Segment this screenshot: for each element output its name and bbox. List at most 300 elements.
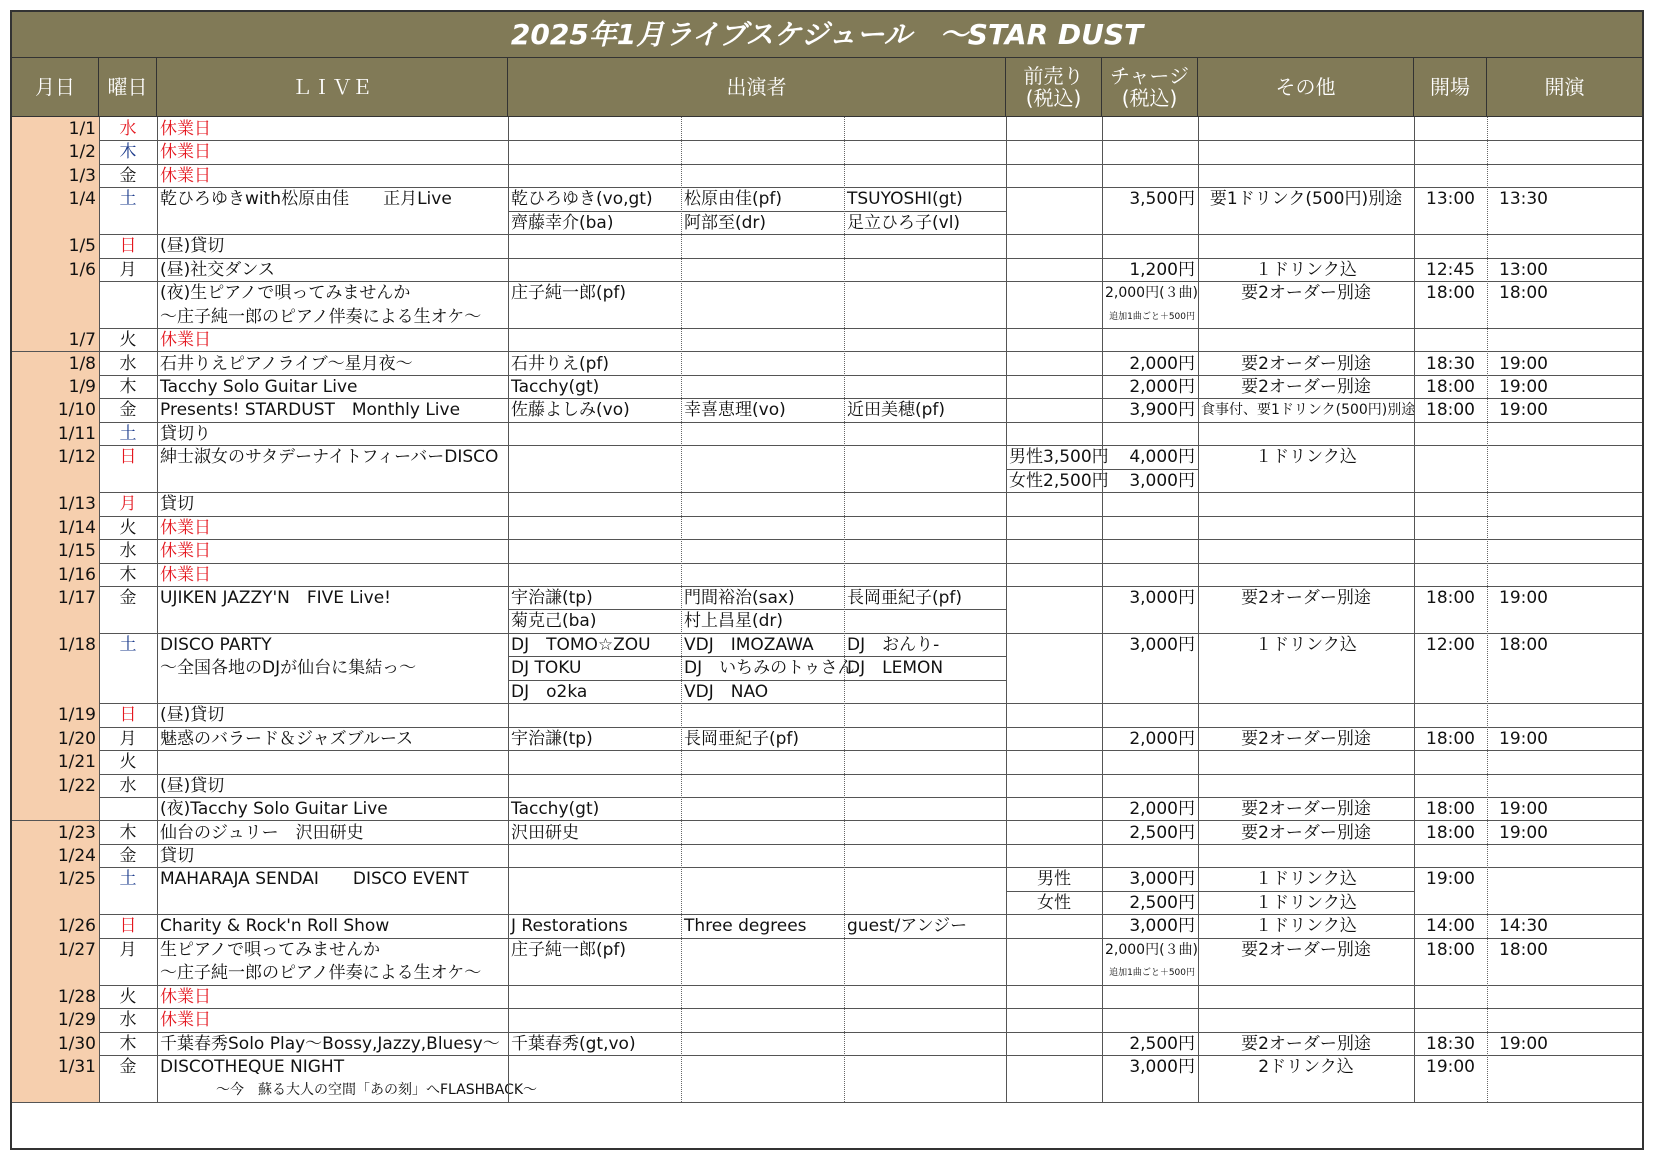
advance-price: 男性 (1037, 869, 1071, 890)
performer: Tacchy(gt) (511, 376, 600, 397)
live-title: Tacchy Solo Guitar Live (160, 376, 358, 397)
table-row (12, 844, 1642, 867)
open-time (1414, 328, 1487, 353)
live-title: 魅惑のバラード＆ジャズブルース (160, 728, 414, 749)
performer: VDJ IMOZAWA (684, 634, 814, 655)
date-cell: 1/14 (57, 517, 96, 538)
date-cell: 1/24 (57, 845, 96, 866)
live-title: 乾ひろゆきwith松原由佳 正月Live (160, 189, 452, 210)
charge-price: 2,000円 (1129, 728, 1195, 749)
date-cell: 1/18 (57, 634, 96, 655)
start-time (1487, 164, 1560, 189)
weekday-cell: 火 (119, 752, 137, 773)
other-note: １ドリンク込 (1255, 634, 1357, 655)
header-charge (1102, 58, 1198, 117)
performer: 近田美穂(pf) (847, 400, 946, 421)
header-weekday: 曜日 (99, 58, 157, 117)
advance-price: 女性 (1037, 892, 1071, 913)
start-time (1487, 703, 1560, 728)
start-time (1487, 539, 1560, 564)
open-time (1414, 164, 1487, 189)
date-cell: 1/12 (57, 447, 96, 468)
open-time (1414, 234, 1487, 259)
performer: 門間裕治(sax) (684, 588, 795, 608)
header-open: 開場 (1414, 58, 1487, 117)
table-row (12, 539, 1642, 562)
table-row (12, 398, 1642, 421)
charge-price: 2,000円 (1129, 376, 1195, 397)
table-row (12, 117, 1642, 140)
live-title: 千葉春秀Solo Play～Bossy,Jazzy,Bluesy～ (160, 1033, 500, 1054)
live-title: ～全国各地のDJが仙台に集結っ～ (160, 658, 417, 679)
live-title: (昼)貸切 (160, 775, 225, 796)
weekday-cell: 金 (119, 165, 137, 186)
charge-price: 3,000円 (1129, 588, 1195, 608)
weekday-cell: 木 (119, 376, 137, 397)
header-advance (1006, 58, 1102, 117)
weekday-cell: 水 (119, 119, 137, 139)
date-cell: 1/17 (57, 588, 96, 608)
other-note: 要2オーダー別途 (1241, 353, 1371, 374)
date-cell: 1/30 (57, 1033, 96, 1054)
table-row (12, 938, 1642, 985)
open-time: 14:00 (1426, 916, 1475, 937)
charge-price: 2,000円(３曲) (1105, 285, 1199, 302)
table-row (12, 727, 1642, 750)
other-note: 2ドリンク込 (1258, 1057, 1354, 1077)
header-other: その他 (1198, 58, 1414, 117)
date-cell: 1/20 (57, 728, 96, 749)
start-time (1487, 422, 1560, 447)
performer: 千葉春秀(gt,vo) (511, 1033, 636, 1054)
grid-line (844, 117, 845, 1102)
live-title: 休業日 (160, 986, 211, 1007)
weekday-cell: 日 (119, 916, 137, 937)
live-title: 貸切 (160, 845, 194, 866)
start-time (1487, 774, 1560, 799)
charge-price: 3,000円 (1129, 869, 1195, 890)
charge-price: 2,000円 (1129, 353, 1195, 374)
performer: 齊藤幸介(ba) (511, 212, 614, 233)
weekday-cell: 土 (119, 423, 137, 444)
start-time: 19:00 (1499, 822, 1548, 843)
open-time: 18:00 (1426, 939, 1475, 960)
header-performers: 出演者 (508, 58, 1006, 117)
table-row (12, 187, 1642, 234)
grid-line (1006, 117, 1007, 1102)
live-title: 休業日 (160, 1010, 211, 1031)
live-title: ～庄子純一郎のピアノ伴奏による生オケ～ (160, 306, 482, 327)
live-title: 仙台のジュリー 沢田研史 (160, 822, 364, 843)
live-title: (昼)貸切 (160, 705, 225, 726)
live-title: 休業日 (160, 517, 211, 538)
performer: 村上昌星(dr) (684, 611, 784, 632)
row-divider (12, 1102, 1642, 1103)
date-cell: 1/2 (68, 142, 96, 163)
date-cell: 1/5 (68, 236, 96, 257)
performer: 長岡亜紀子(pf) (684, 728, 800, 749)
performer (844, 609, 1006, 634)
charge-price: 3,000円 (1129, 1057, 1195, 1077)
start-time: 18:00 (1499, 939, 1548, 960)
charge-price: 3,000円 (1129, 470, 1195, 491)
start-time: 19:00 (1499, 400, 1548, 421)
performer: Three degrees (684, 916, 807, 937)
open-time (1414, 445, 1487, 470)
date-cell (12, 797, 99, 822)
schedule-sheet (10, 10, 1644, 1150)
header-charge-line2: (税込) (1121, 86, 1178, 110)
charge-price: 2,500円 (1129, 822, 1195, 843)
live-title: UJIKEN JAZZY'N FIVE Live! (160, 588, 391, 608)
date-cell: 1/19 (57, 705, 96, 726)
date-cell: 1/6 (68, 259, 96, 280)
performer (844, 680, 1006, 705)
date-cell: 1/11 (57, 423, 96, 444)
start-time: 14:30 (1499, 916, 1548, 937)
performer: DJ LEMON (847, 658, 944, 679)
open-time: 18:00 (1426, 283, 1475, 304)
date-cell: 1/23 (57, 822, 96, 843)
grid-line (1198, 117, 1199, 1102)
performer: 乾ひろゆき(vo,gt) (511, 189, 653, 210)
table-row (12, 164, 1642, 187)
date-cell: 1/29 (57, 1010, 96, 1031)
live-title: ～庄子純一郎のピアノ伴奏による生オケ～ (160, 963, 482, 984)
other-note: 要2オーダー別途 (1241, 799, 1371, 820)
weekday-cell: 日 (119, 447, 137, 468)
weekday-cell: 月 (119, 728, 137, 749)
header-advance-line1: 前売り (1023, 64, 1084, 88)
table-row (12, 821, 1642, 844)
weekday-cell: 日 (119, 236, 137, 257)
table-row (12, 445, 1642, 492)
grid-line (1487, 117, 1488, 1102)
other-note: 食事付、要1ドリンク(500円)別途 (1201, 402, 1416, 419)
live-title: 生ピアノで唄ってみませんか (160, 939, 381, 960)
open-time: 18:00 (1426, 400, 1475, 421)
weekday-cell: 土 (119, 869, 137, 890)
live-title: MAHARAJA SENDAI DISCO EVENT (160, 869, 469, 890)
open-time: 18:00 (1426, 799, 1475, 820)
open-time (1414, 140, 1487, 165)
date-cell: 1/25 (57, 869, 96, 890)
start-time (1487, 867, 1560, 892)
performer: DJ TOKU (511, 658, 582, 679)
table-row (12, 422, 1642, 445)
start-time: 18:00 (1499, 634, 1548, 655)
charge-price: 2,500円 (1129, 892, 1195, 913)
open-time: 18:00 (1426, 588, 1475, 608)
performer: 沢田研史 (511, 822, 579, 843)
weekday-cell (99, 797, 157, 822)
start-time: 13:00 (1499, 259, 1548, 280)
weekday-cell: 月 (119, 494, 137, 515)
date-cell: 1/27 (57, 939, 96, 960)
charge-price: 2,500円 (1129, 1033, 1195, 1054)
open-time (1414, 422, 1487, 447)
start-time (1487, 1008, 1560, 1033)
grid-line (1102, 117, 1103, 1102)
weekday-cell (99, 281, 157, 306)
other-note: 要2オーダー別途 (1241, 588, 1371, 608)
start-time (1487, 985, 1560, 1010)
date-cell: 1/8 (68, 353, 96, 374)
table-row (12, 1032, 1642, 1055)
other-note: １ドリンク込 (1255, 259, 1357, 280)
other-note: 要2オーダー別途 (1241, 822, 1371, 843)
open-time (1414, 117, 1487, 142)
performer: 石井りえ(pf) (511, 353, 610, 374)
other-note: 要2オーダー別途 (1241, 1033, 1371, 1054)
open-time (1414, 844, 1487, 869)
performer: 足立ひろ子(vl) (847, 212, 961, 233)
open-time: 12:00 (1426, 634, 1475, 655)
table-row (12, 797, 1642, 820)
grid-line (157, 117, 158, 1102)
performer: guest/アンジー (847, 916, 968, 937)
weekday-cell: 火 (119, 330, 137, 351)
charge-price: 4,000円 (1129, 447, 1195, 468)
performer: 佐藤よしみ(vo) (511, 400, 630, 421)
live-title: 休業日 (160, 330, 211, 351)
start-time: 13:30 (1499, 189, 1548, 210)
open-time: 18:30 (1426, 1033, 1475, 1054)
weekday-cell: 木 (119, 564, 137, 585)
charge-price: 2,000円 (1129, 799, 1195, 820)
start-time (1487, 328, 1560, 353)
date-cell: 1/7 (68, 330, 96, 351)
open-time: 18:00 (1426, 376, 1475, 397)
other-note: 要2オーダー別途 (1241, 728, 1371, 749)
table-row (12, 352, 1642, 375)
table-row (12, 1008, 1642, 1031)
other-note: 要2オーダー別途 (1241, 283, 1371, 304)
start-time (1487, 445, 1560, 470)
performer: 宇治謙(tp) (511, 728, 593, 749)
performer: 菊克己(ba) (511, 611, 597, 632)
start-time (1487, 492, 1560, 517)
start-time (1487, 117, 1560, 142)
charge-price: 3,900円 (1129, 400, 1195, 421)
performer: DJ TOMO☆ZOU (511, 634, 651, 655)
live-title: (昼)貸切 (160, 236, 225, 257)
weekday-cell: 火 (119, 986, 137, 1007)
date-cell: 1/15 (57, 541, 96, 562)
other-note: １ドリンク込 (1255, 869, 1357, 890)
weekday-cell: 火 (119, 517, 137, 538)
performer: DJ おんり- (847, 634, 940, 655)
weekday-cell: 土 (119, 634, 137, 655)
other-note: 要1ドリンク(500円)別途 (1209, 189, 1403, 210)
grid-line (99, 117, 100, 1102)
start-time (1487, 844, 1560, 869)
open-time (1414, 774, 1487, 799)
live-title: Charity & Rock'n Roll Show (160, 916, 390, 937)
open-time: 13:00 (1426, 189, 1475, 210)
open-time (1414, 1008, 1487, 1033)
weekday-cell: 水 (119, 775, 137, 796)
open-time (1414, 750, 1487, 775)
date-cell: 1/4 (68, 189, 96, 210)
table-row (12, 985, 1642, 1008)
grid-line (508, 117, 509, 1102)
open-time (1414, 985, 1487, 1010)
charge-price: 3,000円 (1129, 634, 1195, 655)
weekday-cell: 木 (119, 142, 137, 163)
start-time: 19:00 (1499, 799, 1548, 820)
date-cell: 1/21 (57, 752, 96, 773)
header-date: 月日 (12, 58, 99, 117)
charge-price: 1,200円 (1129, 259, 1195, 280)
start-time (1487, 140, 1560, 165)
weekday-cell: 土 (119, 189, 137, 210)
weekday-cell: 水 (119, 1010, 137, 1031)
live-title: (夜)生ピアノで唄ってみませんか (160, 283, 411, 304)
date-cell: 1/16 (57, 564, 96, 585)
start-time (1487, 234, 1560, 259)
table-row (12, 140, 1642, 163)
live-title: 休業日 (160, 142, 211, 163)
performer: 阿部至(dr) (684, 212, 767, 233)
charge-price: 2,000円(３曲) (1105, 941, 1199, 958)
open-time: 19:00 (1426, 1057, 1475, 1077)
table-row (12, 586, 1642, 633)
grid-line (1414, 117, 1415, 1102)
table-row (12, 774, 1642, 797)
table-row (12, 563, 1642, 586)
date-cell: 1/31 (57, 1057, 96, 1077)
start-time (1487, 516, 1560, 541)
live-title: 紳士淑女のサタデーナイトフィーバーDISCO (160, 447, 499, 468)
weekday-cell: 金 (119, 1057, 137, 1077)
weekday-cell: 水 (119, 353, 137, 374)
page-title: 2025年1月ライブスケジュール ～STAR DUST (12, 12, 1642, 58)
other-note: 要2オーダー別途 (1241, 939, 1371, 960)
charge-price: 追加1曲ごと＋500円 (1109, 311, 1195, 322)
performer: 松原由佳(pf) (684, 189, 783, 210)
live-title: ～今 蘇る大人の空間「あの刻」へFLASHBACK～ (160, 1082, 538, 1099)
grid-line (681, 117, 682, 1102)
weekday-cell: 月 (119, 259, 137, 280)
date-cell: 1/26 (57, 916, 96, 937)
table-row (12, 914, 1642, 937)
weekday-cell: 金 (119, 845, 137, 866)
performer: VDJ NAO (684, 681, 769, 702)
table-row (12, 258, 1642, 281)
performer: 長岡亜紀子(pf) (847, 588, 963, 608)
start-time: 19:00 (1499, 588, 1548, 608)
weekday-cell: 月 (119, 939, 137, 960)
live-title: Presents! STARDUST Monthly Live (160, 400, 461, 421)
performer: 宇治謙(tp) (511, 588, 593, 608)
performer: DJ o2ka (511, 681, 588, 702)
advance-price: 男性3,500円 (1009, 447, 1109, 468)
other-note: 要2オーダー別途 (1241, 376, 1371, 397)
table-row (12, 750, 1642, 773)
header-live: ＬＩＶＥ (157, 58, 508, 117)
open-time (1414, 703, 1487, 728)
table-row (12, 1055, 1642, 1102)
start-time: 19:00 (1499, 1033, 1548, 1054)
live-title: 休業日 (160, 165, 211, 186)
charge-price: 3,000円 (1129, 916, 1195, 937)
open-time: 18:30 (1426, 353, 1475, 374)
open-time: 18:00 (1426, 728, 1475, 749)
date-cell (12, 281, 99, 306)
other-note: １ドリンク込 (1255, 892, 1357, 913)
start-time (1487, 750, 1560, 775)
table-row (12, 492, 1642, 515)
table-row (12, 703, 1642, 726)
start-time: 18:00 (1499, 283, 1548, 304)
performer: DJ いちみのトゥさん (684, 658, 855, 679)
date-cell: 1/10 (57, 400, 96, 421)
table-row (12, 867, 1642, 914)
date-cell: 1/1 (68, 119, 96, 139)
start-time (1487, 1055, 1560, 1080)
performer: 幸喜恵理(vo) (684, 400, 786, 421)
live-title: DISCOTHEQUE NIGHT (160, 1057, 345, 1077)
table-row (12, 328, 1642, 351)
performer: J Restorations (511, 916, 628, 937)
weekday-cell: 金 (119, 588, 137, 608)
start-time: 19:00 (1499, 353, 1548, 374)
live-title: 貸切り (160, 423, 211, 444)
table-row (12, 633, 1642, 703)
table-row (12, 281, 1642, 328)
open-time (1414, 492, 1487, 517)
date-cell: 1/9 (68, 376, 96, 397)
date-cell: 1/13 (57, 494, 96, 515)
header-start: 開演 (1487, 58, 1642, 117)
weekday-cell: 金 (119, 400, 137, 421)
start-time: 19:00 (1499, 728, 1548, 749)
live-title: 休業日 (160, 564, 211, 585)
live-title: (夜)Tacchy Solo Guitar Live (160, 799, 388, 820)
advance-price: 女性2,500円 (1009, 470, 1109, 491)
date-cell: 1/3 (68, 165, 96, 186)
open-time: 18:00 (1426, 822, 1475, 843)
table-row (12, 516, 1642, 539)
weekday-cell: 木 (119, 1033, 137, 1054)
performer: Tacchy(gt) (511, 799, 600, 820)
date-cell: 1/28 (57, 986, 96, 1007)
weekday-cell: 水 (119, 541, 137, 562)
live-title: (昼)社交ダンス (160, 259, 275, 280)
open-time (1414, 516, 1487, 541)
performer: TSUYOSHI(gt) (847, 189, 963, 210)
charge-price: 3,500円 (1129, 189, 1195, 210)
open-time: 19:00 (1426, 869, 1475, 890)
date-cell: 1/22 (57, 775, 96, 796)
live-title: 石井りえピアノライブ～星月夜～ (160, 353, 413, 374)
other-note: １ドリンク込 (1255, 916, 1357, 937)
header-advance-line2: (税込) (1025, 86, 1082, 110)
live-title: 休業日 (160, 119, 211, 139)
performer: 庄子純一郎(pf) (511, 283, 627, 304)
live-title: 休業日 (160, 541, 211, 562)
start-time: 19:00 (1499, 376, 1548, 397)
start-time (1487, 563, 1560, 588)
performer: 庄子純一郎(pf) (511, 939, 627, 960)
weekday-cell: 木 (119, 822, 137, 843)
open-time (1414, 539, 1487, 564)
weekday-cell: 日 (119, 705, 137, 726)
live-title: DISCO PARTY (160, 634, 272, 655)
charge-price: 追加1曲ごと＋500円 (1109, 968, 1195, 979)
header-charge-line1: チャージ (1110, 64, 1189, 88)
